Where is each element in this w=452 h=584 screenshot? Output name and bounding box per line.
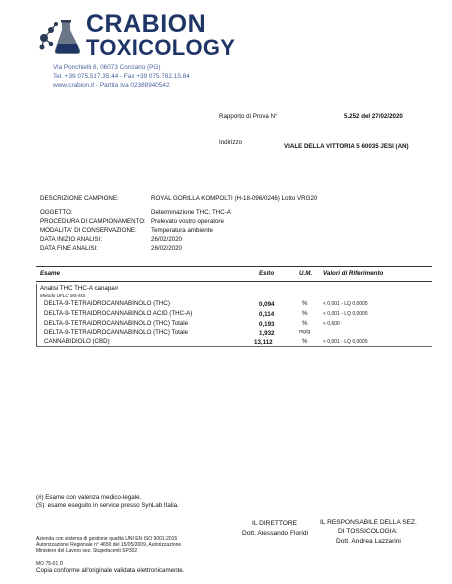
lab-phone: Tel. +39 075.517.35.44 - Fax +39 075.782.15.84 — [53, 73, 190, 80]
footer-cert-line2: Autorizzazione Regionale n° 4650 del 15/05/2009, Autorizzazione — [36, 542, 182, 548]
table-row-unit: % — [302, 300, 308, 307]
table-row-value: 0,193 — [259, 321, 275, 328]
report-address-label: Indirizzo — [219, 139, 243, 146]
table-row-value: 1,932 — [259, 330, 275, 337]
results-header-exam: Esame — [40, 270, 60, 277]
sample-field-value: Temperatura ambiente — [151, 227, 213, 234]
table-row-unit: % — [302, 310, 308, 317]
table-row-unit: mg/g — [299, 329, 311, 335]
table-row-value: 13,112 — [254, 339, 273, 346]
table-top-rule — [36, 266, 432, 267]
results-header-result: Esito — [259, 270, 275, 277]
sample-description-label: DESCRIZIONE CAMPIONE: — [40, 195, 119, 202]
sample-field-label: OGGETTO: — [40, 209, 73, 216]
lab-logo-mark-icon — [36, 16, 84, 56]
section-head-title-line1: IL RESPONSABILE DELLA SEZ. — [320, 519, 417, 526]
footer-cert-line1: Azienda con sistema di gestione qualità UNI EN ISO 9001:2015 — [36, 536, 178, 542]
table-row-name: DELTA-9-TETRAIDROCANNABINOLO (THC) Totale — [44, 320, 189, 327]
results-group-label: Analisi THC THC-A canapa# — [40, 285, 119, 292]
sample-field-value: Prelevato vostro operatore — [151, 218, 224, 225]
table-row-name: DELTA-9-TETRAIDROCANNABINOLO ACID (THC-A) — [44, 310, 193, 317]
report-number-value: 5.252 del 27/02/2020 — [344, 113, 403, 120]
table-row-unit: % — [302, 320, 308, 327]
sample-description-value: ROYAL GORILLA KOMPOLTI (H-18-096/0246) Lotto VRG20 — [151, 195, 318, 202]
note-service: (S): esame eseguito in service presso SynLab Italia. — [36, 502, 179, 509]
sample-field-value: Determinazione THC, THC-A — [151, 209, 231, 216]
table-row-name: DELTA-9-TETRAIDROCANNABINOLO (THC) — [44, 300, 170, 307]
director-title: IL DIRETTORE — [252, 520, 298, 527]
results-method: Metodo UFLC MS-MS — [40, 293, 86, 298]
table-row-unit: % — [302, 338, 308, 345]
sample-field-label: DATA FINE ANALISI: — [40, 245, 98, 252]
sample-field-value: 26/02/2020 — [151, 236, 182, 243]
table-row-reference: < 0,600 — [323, 321, 340, 327]
sample-field-label: MODALITA' DI CONSERVAZIONE: — [40, 227, 137, 234]
group-box-bottom — [36, 346, 432, 347]
sample-field-label: DATA INIZIO ANALISI: — [40, 236, 103, 243]
results-header-unit: U.M. — [299, 270, 313, 277]
table-row-reference: < 0,001 - LQ 0,0005 — [323, 301, 368, 307]
sample-field-label: PROCEDURA DI CAMPIONAMENTO: — [40, 218, 146, 225]
table-header-rule — [36, 281, 432, 282]
report-number-label: Rapporto di Prova N° — [219, 113, 278, 120]
group-box-left — [36, 284, 37, 346]
report-address-value: VIALE DELLA VITTORIA 5 60035 JESI (AN) — [284, 143, 409, 150]
table-row-value: 0,114 — [259, 311, 275, 318]
table-row-value: 0,094 — [259, 301, 275, 308]
lab-name-line2: TOXICOLOGY — [86, 35, 236, 60]
footer-copy-note: Copia conforme all'originale validata elettronicamente. — [36, 567, 185, 574]
note-forensic: (#) Esame con valenza medico-legale. — [36, 494, 142, 501]
footer-form-code: MO 75-01 D — [36, 561, 64, 567]
section-head-name: Dott. Andrea Lazzarini — [336, 538, 401, 545]
footer-cert-line3: Ministero del Lavoro sez. Stupefacenti SP302 — [36, 548, 138, 554]
table-row-name: DELTA-9-TETRAIDROCANNABINOLO (THC) Totale — [44, 329, 189, 336]
lab-name-line1: CRABION — [86, 10, 207, 38]
table-row-name: CANNABIDIOLO (CBD) — [44, 338, 110, 345]
sample-field-value: 26/02/2020 — [151, 245, 182, 252]
table-row-reference: < 0,001 - LQ 0,0005 — [323, 311, 368, 317]
section-head-title-line2: DI TOSSICOLOGIA: — [338, 528, 398, 535]
table-row-reference: < 0,001 - LQ 0,0005 — [323, 339, 368, 345]
lab-address: Via Ponchielli 8, 06073 Corciano (PG) — [53, 64, 161, 71]
results-header-reference: Valori di Riferimento — [323, 270, 384, 277]
director-name: Dott. Alessando Floridi — [242, 530, 308, 537]
lab-web: www.crabion.it - Partita Iva 02388940542 — [53, 82, 170, 89]
